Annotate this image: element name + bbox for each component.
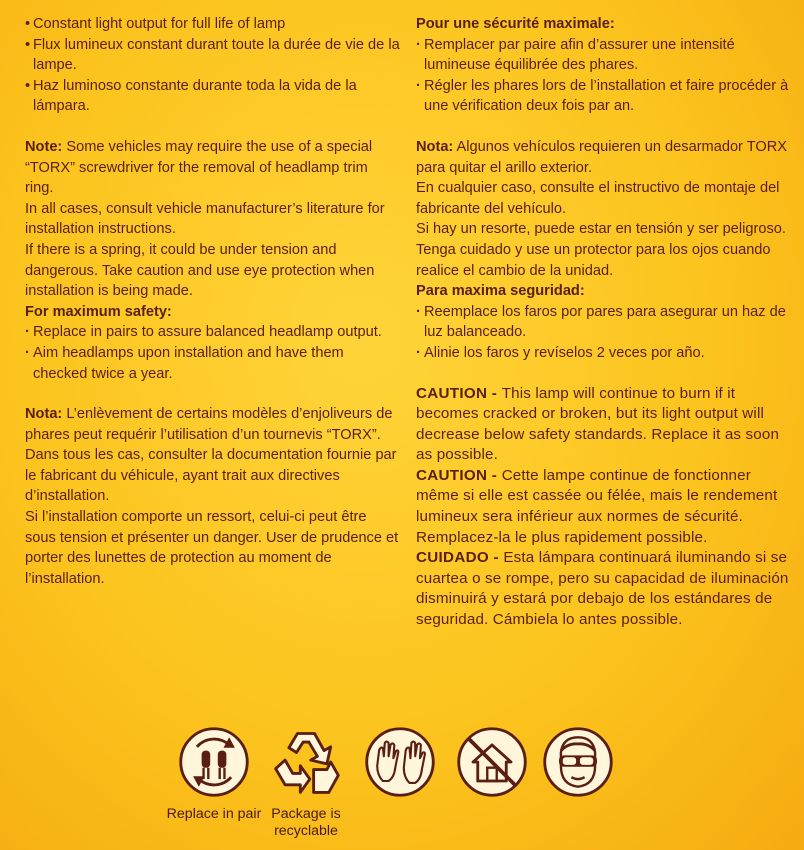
note-text: Dans tous les cas, consulter la documentation fournie par le fabricant du véhicule, ayant trait aux directives d’installation. — [25, 447, 397, 505]
safety-fr-section — [416, 14, 798, 117]
note-text: In all cases, consult vehicle manufacturer’s literature for installation instructions. — [25, 200, 385, 238]
note-text: En cualquier caso, consulte el instructivo de montaje del fabricante del vehículo. — [416, 180, 780, 217]
note-fr-paragraph — [25, 404, 400, 445]
safety-item: · Replace in pairs to assure balanced headlamp output. — [25, 322, 400, 343]
note-es-paragraph — [416, 137, 798, 178]
safety-item: · Alinie los faros y revíselos 2 veces por año. — [416, 343, 798, 364]
note-text: If there is a spring, it could be under tension and dangerous. Take caution and use eye protection when installation is being made. — [25, 241, 375, 300]
left-column — [25, 14, 400, 589]
note-en-section — [25, 137, 400, 384]
caution-text: Cette lampe continue de fonctionner même si elle est cassée ou félée, mais le rendement lumineux sera inférieur aux normes de sécurité. Remplacez-la le plus rapidement possible. — [416, 466, 778, 546]
caution-label: CUIDADO - — [416, 549, 504, 567]
note-label: Nota: — [416, 138, 454, 155]
replace-pair-icon — [176, 724, 252, 800]
feature-list — [25, 14, 400, 117]
feature-item: • Flux lumineux constant durant toute la durée de vie de la lampe. — [25, 35, 400, 76]
safety-heading: Pour une sécurité maximale: — [416, 16, 615, 32]
caution-section — [416, 384, 798, 631]
feature-item: • Haz luminoso constante durante toda la vida de la lámpara. — [25, 76, 400, 117]
note-es-section — [416, 137, 798, 364]
note-text: Algunos vehículos requieren un desarmador TORX para quitar el arillo exterior. — [416, 138, 787, 176]
right-column — [416, 14, 798, 631]
feature-item: • Constant light output for full life of lamp — [25, 14, 400, 35]
note-label: Nota: — [25, 406, 63, 423]
safety-goggles-icon — [540, 724, 616, 800]
safety-item: · Reemplace los faros por pares para asegurar un haz de luz balanceado. — [416, 302, 798, 343]
safety-heading: For maximum safety: — [25, 303, 172, 320]
safety-item: · Remplacer par paire afin d’assurer une intensité lumineuse équilibrée des phares. — [416, 35, 798, 76]
caution-text: This lamp will continue to burn if it becomes cracked or broken, but its light output will decrease below safety standards. Replace it as soon as possible. — [416, 384, 780, 464]
no-home-icon — [454, 724, 530, 800]
caution-es — [416, 548, 798, 630]
replace-in-pair-caption: Replace in pair — [166, 806, 262, 822]
recycle-icon — [268, 724, 344, 800]
caution-text: Esta lámpara continuará iluminando si se cuartea o se rompe, pero su capacidad de iluminación disminuirá y estará por debajo de los estándares de seguridad. Cámbiela lo antes possible. — [416, 549, 789, 629]
caution-fr — [416, 466, 798, 548]
caution-label: CAUTION - — [416, 384, 502, 402]
safety-item: · Aim headlamps upon installation and have them checked twice a year. — [25, 343, 400, 384]
safety-item: · Régler les phares lors de l’installation et faire procéder à une vérification deux fois par an. — [416, 76, 798, 117]
note-fr-section — [25, 404, 400, 589]
note-label: Note: — [25, 138, 63, 155]
note-text: Some vehicles may require the use of a special “TORX” screwdriver for the removal of headlamp trim ring. — [25, 138, 373, 197]
gloves-icon — [362, 724, 438, 800]
note-text: Si l’installation comporte un ressort, celui-ci peut être sous tension et présenter un danger. User de prudence et porter des lunettes de protection au moment de l’installation. — [25, 509, 399, 587]
icon-row — [0, 724, 804, 844]
note-en-paragraph — [25, 137, 400, 199]
caution-label: CAUTION - — [416, 466, 502, 484]
note-text: Si hay un resorte, puede estar en tensión y ser peligroso. Tenga cuidado y use un protector para los ojos cuando realice el cambio de la unidad. — [416, 221, 786, 279]
safety-heading: Para maxima seguridad: — [416, 283, 585, 300]
caution-en — [416, 384, 798, 466]
note-text: L’enlèvement de certains modèles d’enjoliveurs de phares peut requérir l’utilisation d’un tournevis “TORX”. — [25, 406, 393, 443]
recyclable-caption: Package is recyclable — [271, 806, 341, 839]
